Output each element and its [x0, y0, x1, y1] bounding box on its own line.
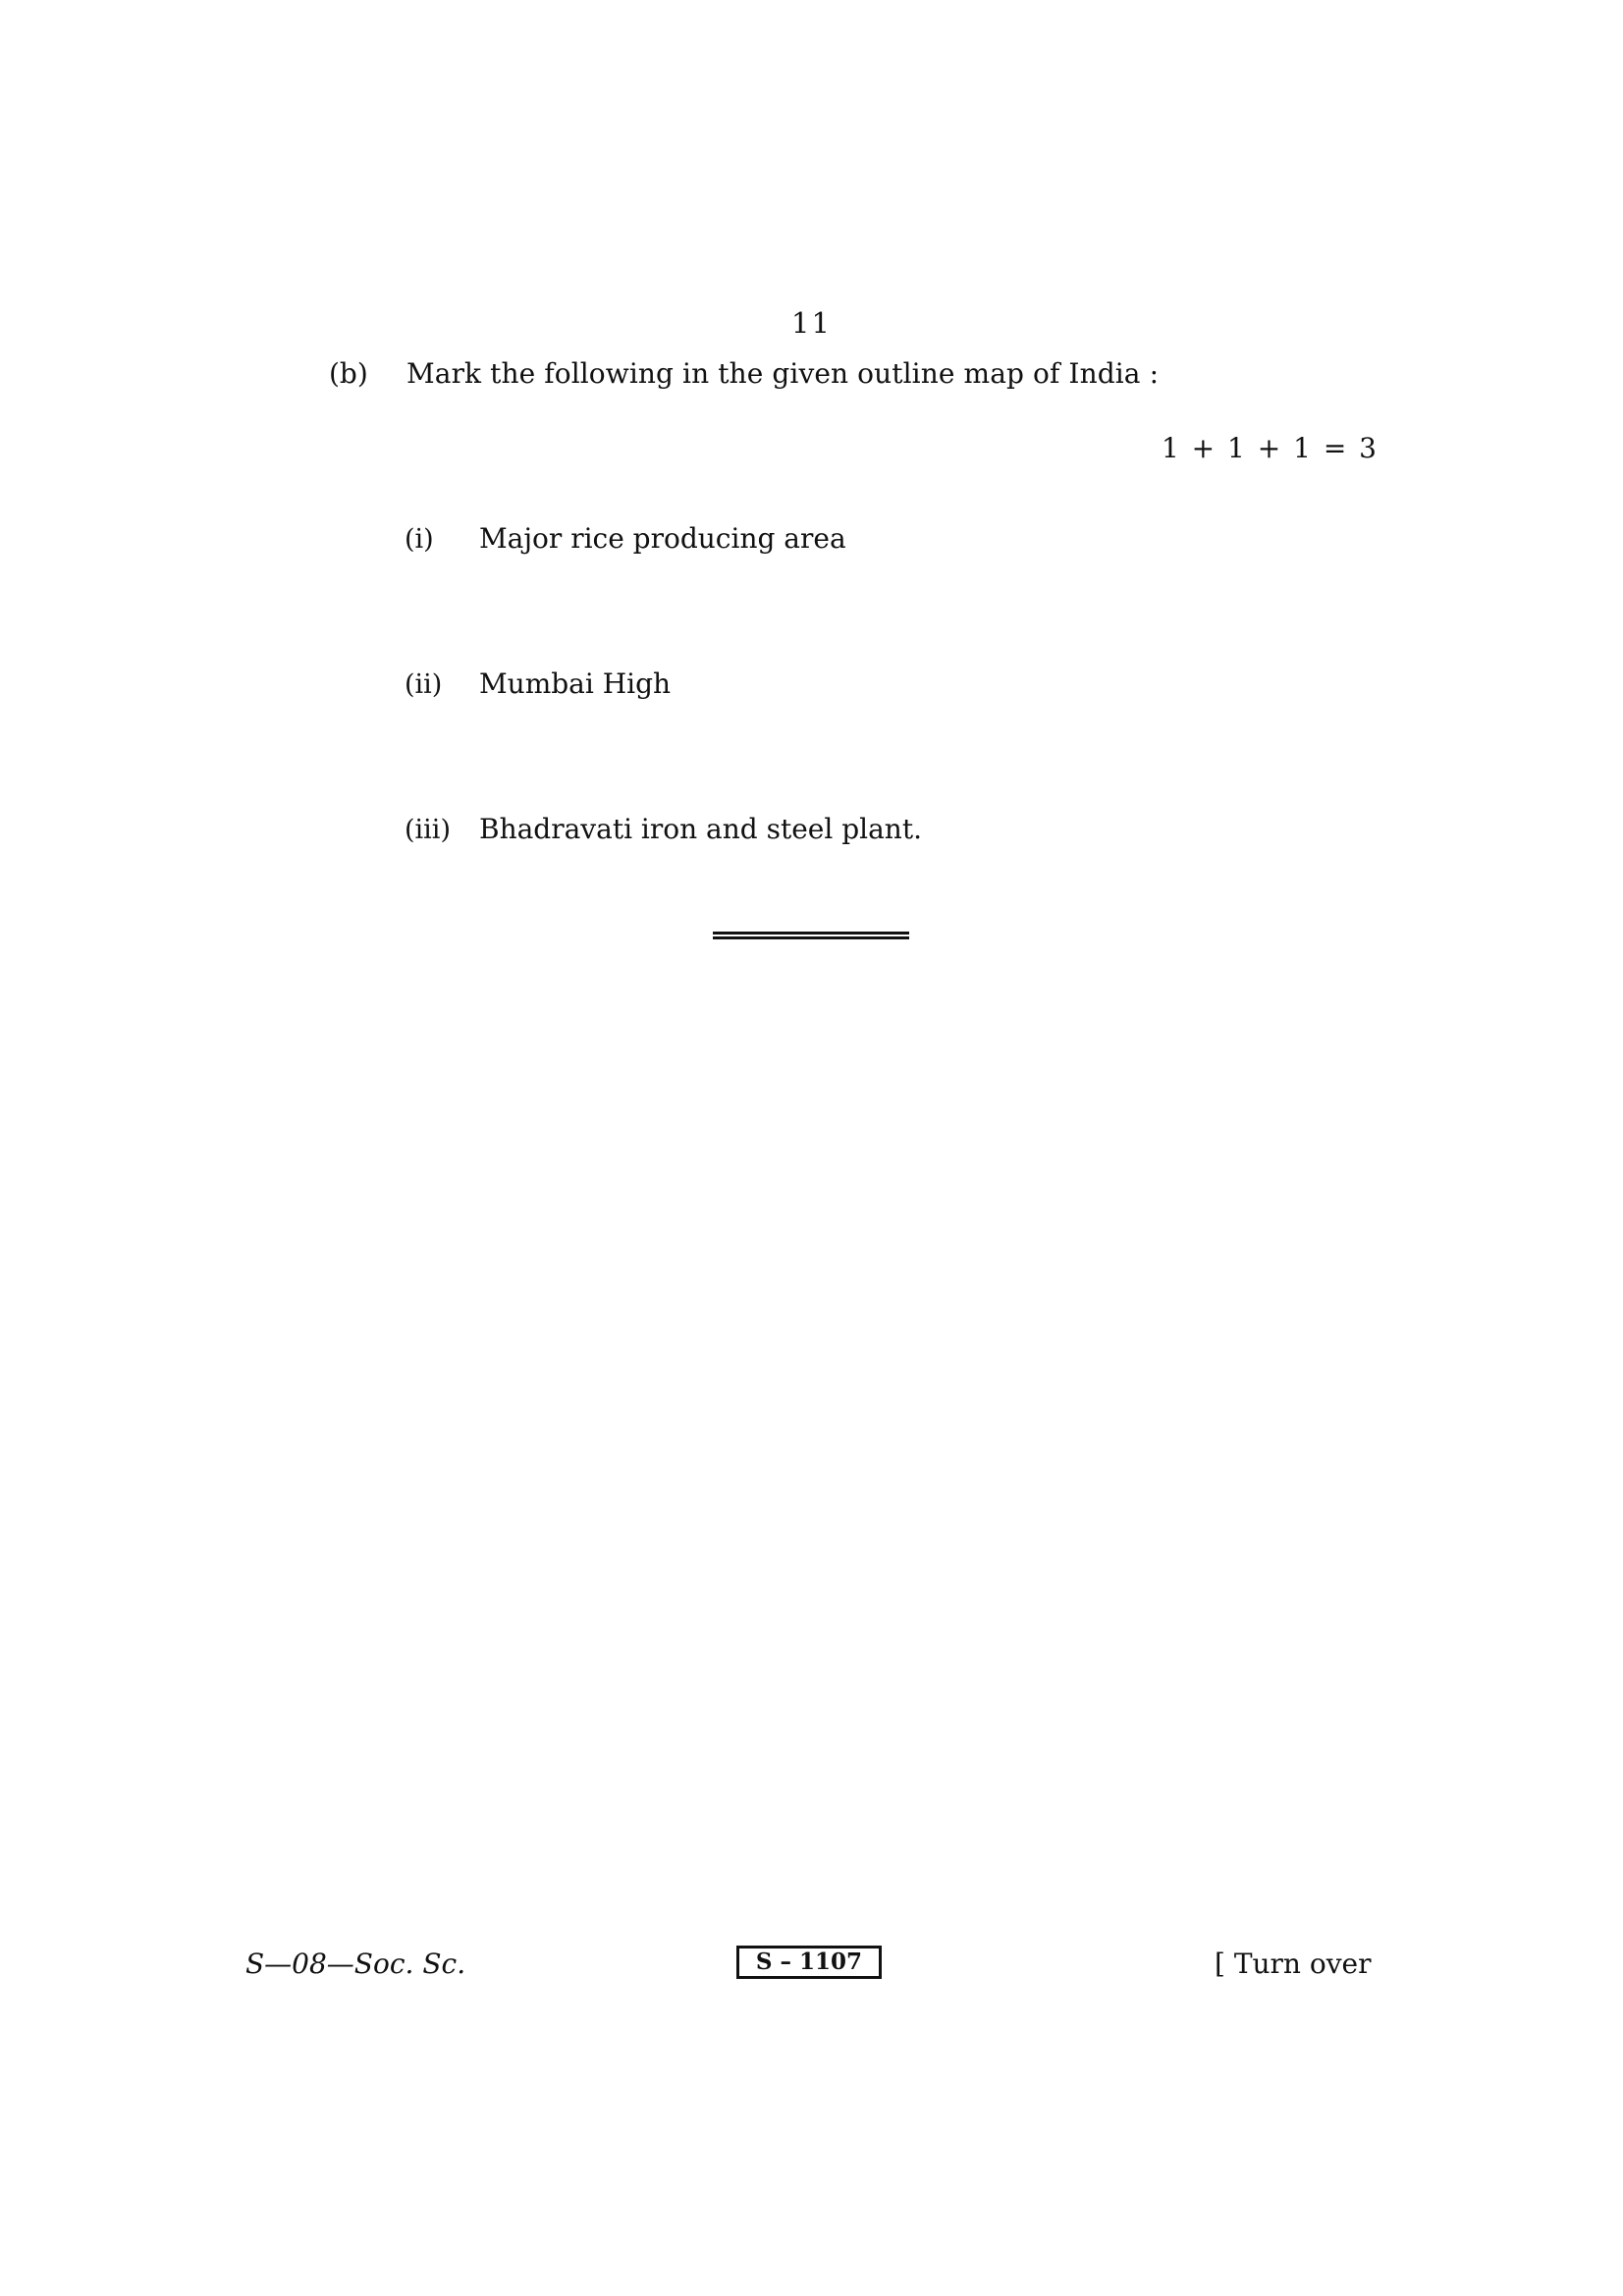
- item-label: (iii): [405, 815, 451, 845]
- item-label: (i): [405, 524, 434, 555]
- question-label: (b): [329, 357, 368, 390]
- item-text: Mumbai High: [479, 667, 672, 700]
- question-text: Mark the following in the given outline map of India :: [406, 357, 1160, 390]
- end-of-paper-double-rule: [713, 932, 909, 939]
- footer-turn-over: [ Turn over: [1215, 1948, 1372, 1980]
- footer-subject-code: S—08—Soc. Sc.: [245, 1948, 466, 1980]
- item-text: Bhadravati iron and steel plant.: [479, 813, 922, 845]
- page-number: 11: [791, 306, 832, 340]
- marks-allocation: 1 + 1 + 1 = 3: [1161, 432, 1378, 464]
- footer-paper-code-box: S – 1107: [736, 1946, 882, 1979]
- item-label: (ii): [405, 669, 443, 700]
- item-text: Major rice producing area: [479, 522, 846, 555]
